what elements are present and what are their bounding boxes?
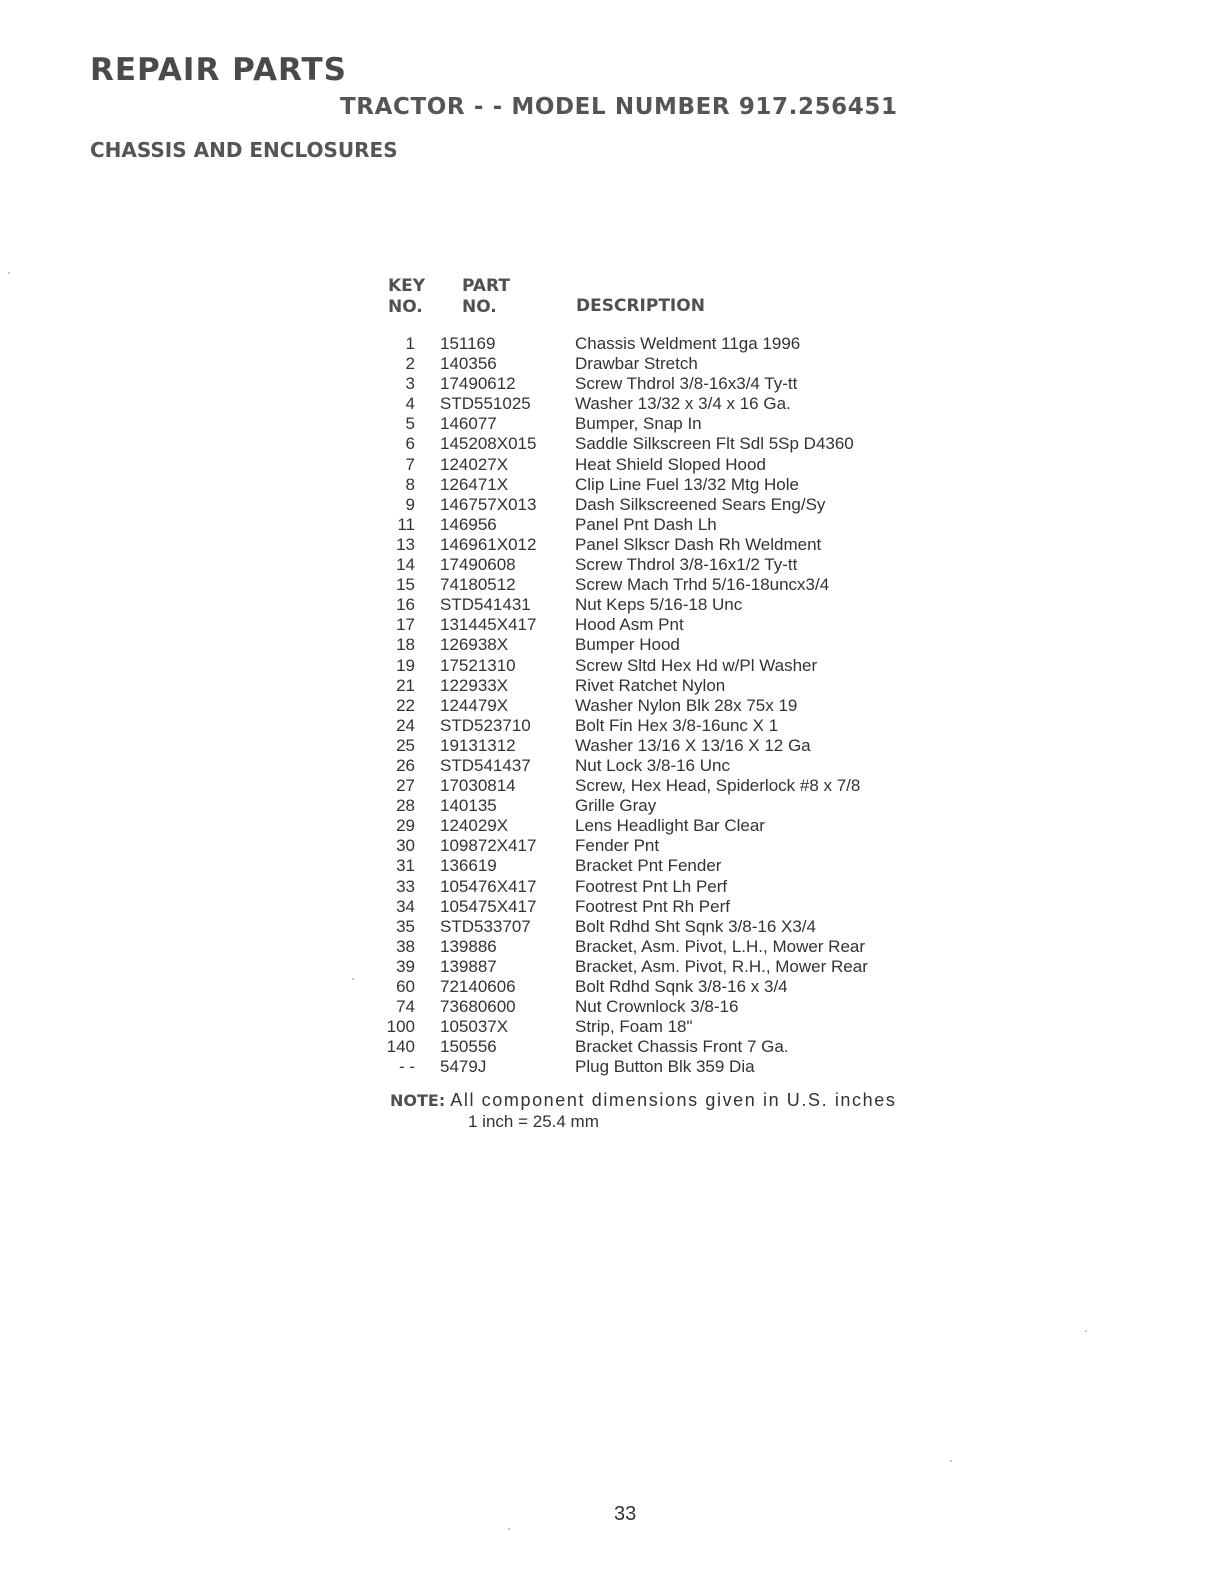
part-no-cell: STD533707 [440, 916, 531, 936]
description-cell: Bolt Fin Hex 3/8-16unc X 1 [575, 715, 779, 735]
description-cell: Screw Sltd Hex Hd w/Pl Washer [575, 655, 818, 675]
table-row [385, 897, 1005, 917]
table-row [385, 957, 1005, 977]
scan-speck [1085, 1330, 1087, 1332]
key-no-cell: 25 [396, 735, 415, 755]
key-no-cell: 100 [386, 1017, 415, 1037]
table-row [385, 696, 1005, 716]
part-no-cell: 139886 [440, 936, 497, 956]
key-no-cell: 19 [396, 655, 415, 675]
parts-table [385, 334, 1005, 1077]
part-no-cell: 105476X417 [440, 876, 537, 896]
key-no-cell: 28 [396, 796, 415, 816]
part-no-cell: 124029X [440, 816, 509, 836]
table-row [385, 374, 1005, 394]
key-no-cell: 2 [405, 354, 415, 374]
part-no-cell: 126938X [440, 635, 509, 655]
part-no-cell: 136619 [440, 856, 497, 876]
note-text: All component dimensions given in U.S. inches [450, 1090, 897, 1110]
description-cell: Dash Silkscreened Sears Eng/Sy [575, 494, 826, 514]
description-cell: Bracket, Asm. Pivot, L.H., Mower Rear [575, 936, 866, 956]
key-no-cell: 8 [405, 474, 415, 494]
table-row [385, 394, 1005, 414]
key-no-cell: 16 [396, 595, 415, 615]
description-cell: Screw Mach Trhd 5/16-18uncx3/4 [575, 575, 830, 595]
key-no-cell: 33 [396, 876, 415, 896]
part-no-cell: 124027X [440, 454, 509, 474]
part-no-cell: 105475X417 [440, 896, 537, 916]
table-row [385, 595, 1005, 615]
part-no-cell: 140356 [440, 354, 497, 374]
part-no-cell: 5479J [440, 1057, 487, 1077]
table-row [385, 836, 1005, 856]
part-no-cell: 74180512 [440, 575, 516, 595]
description-cell: Footrest Pnt Rh Perf [575, 896, 730, 916]
table-row [385, 997, 1005, 1017]
table-row [385, 575, 1005, 595]
scan-speck [508, 1528, 510, 1530]
table-row [385, 856, 1005, 876]
description-cell: Nut Crownlock 3/8-16 [575, 997, 739, 1017]
part-no-cell: 145208X015 [440, 434, 537, 454]
key-no-cell: 24 [396, 715, 415, 735]
description-cell: Bracket Chassis Front 7 Ga. [575, 1037, 789, 1057]
table-row [385, 937, 1005, 957]
description-cell: Saddle Silkscreen Flt Sdl 5Sp D4360 [575, 434, 854, 454]
table-row [385, 495, 1005, 515]
part-no-header [462, 276, 510, 318]
model-number-title: TRACTOR - - MODEL NUMBER 917.256451 [340, 94, 898, 120]
key-no-cell: 1 [405, 334, 415, 353]
key-no-cell: 39 [396, 956, 415, 976]
key-no-cell: 17 [396, 615, 415, 635]
part-no-cell: 139887 [440, 956, 497, 976]
description-cell: Nut Keps 5/16-18 Unc [575, 595, 743, 615]
key-no-cell: 6 [405, 434, 415, 454]
table-row [385, 917, 1005, 937]
description-cell: Bumper Hood [575, 635, 680, 655]
part-no-cell: 146757X013 [440, 494, 537, 514]
description-cell: Drawbar Stretch [575, 354, 698, 374]
part-no-cell: 17521310 [440, 655, 516, 675]
key-no-cell: - - [398, 1057, 415, 1077]
key-no-cell: 14 [396, 555, 415, 575]
part-no-cell: 131445X417 [440, 615, 537, 635]
key-no-cell: 38 [396, 936, 415, 956]
part-no-cell: STD523710 [440, 715, 531, 735]
key-no-cell: 11 [397, 514, 415, 534]
key-no-cell: 30 [396, 836, 415, 856]
key-no-cell: 74 [396, 997, 415, 1017]
description-cell: Strip, Foam 18" [575, 1017, 693, 1037]
part-no-cell: 122933X [440, 675, 509, 695]
description-cell: Screw Thdrol 3/8-16x3/4 Ty-tt [575, 374, 798, 394]
part-no-cell: 19131312 [440, 735, 516, 755]
description-cell: Nut Lock 3/8-16 Unc [575, 755, 730, 775]
part-header-line2: NO. [462, 297, 497, 317]
key-no-cell: 26 [396, 755, 415, 775]
table-row [385, 1037, 1005, 1057]
key-header-line2: NO. [388, 297, 423, 317]
table-row [385, 414, 1005, 434]
description-cell: Clip Line Fuel 13/32 Mtg Hole [575, 474, 799, 494]
part-no-cell: STD541431 [440, 595, 531, 615]
table-row [385, 716, 1005, 736]
table-row [385, 334, 1005, 354]
part-no-cell: 146956 [440, 514, 497, 534]
part-no-cell: 146077 [440, 414, 497, 434]
table-row [385, 816, 1005, 836]
table-row [385, 535, 1005, 555]
description-cell: Panel Pnt Dash Lh [575, 514, 717, 534]
key-no-cell: 27 [396, 776, 415, 796]
page-number: 33 [614, 1503, 637, 1525]
part-no-cell: 150556 [440, 1037, 497, 1057]
description-cell: Washer 13/32 x 3/4 x 16 Ga. [575, 394, 791, 414]
description-cell: Panel Slkscr Dash Rh Weldment [575, 534, 822, 554]
key-no-cell: 60 [396, 977, 415, 996]
part-no-cell: 124479X [440, 695, 509, 715]
description-cell: Rivet Ratchet Nylon [575, 675, 726, 695]
table-row [385, 676, 1005, 696]
description-cell: Washer 13/16 X 13/16 X 12 Ga [575, 735, 811, 755]
key-no-cell: 4 [405, 394, 415, 414]
part-no-cell: 126471X [440, 474, 509, 494]
section-title: CHASSIS AND ENCLOSURES [90, 138, 398, 162]
scan-speck [950, 1460, 952, 1462]
description-cell: Hood Asm Pnt [575, 615, 684, 635]
table-row [385, 977, 1005, 997]
table-row [385, 475, 1005, 495]
key-no-cell: 35 [396, 916, 415, 936]
table-row [385, 877, 1005, 897]
description-header: DESCRIPTION [576, 296, 705, 316]
table-row [385, 555, 1005, 575]
part-no-cell: STD541437 [440, 755, 531, 775]
table-row [385, 656, 1005, 676]
description-cell: Bracket Pnt Fender [575, 856, 722, 876]
description-cell: Fender Pnt [575, 836, 660, 856]
key-no-cell: 7 [405, 454, 415, 474]
table-row [385, 736, 1005, 756]
description-cell: Heat Shield Sloped Hood [575, 454, 766, 474]
table-row [385, 354, 1005, 374]
description-cell: Plug Button Blk 359 Dia [575, 1057, 755, 1077]
key-no-header [388, 276, 425, 318]
table-row [385, 515, 1005, 535]
key-no-cell: 22 [396, 695, 415, 715]
table-row [385, 756, 1005, 776]
dimension-note [390, 1090, 897, 1131]
note-label: NOTE: [390, 1091, 446, 1110]
description-cell: Screw, Hex Head, Spiderlock #8 x 7/8 [575, 776, 861, 796]
key-no-cell: 18 [396, 635, 415, 655]
table-row [385, 615, 1005, 635]
part-no-cell: 146961X012 [440, 534, 537, 554]
part-no-cell: 140135 [440, 796, 497, 816]
part-header-line1: PART [462, 276, 510, 296]
key-no-cell: 31 [396, 856, 415, 876]
part-no-cell: 72140606 [440, 977, 516, 996]
part-no-cell: 109872X417 [440, 836, 537, 856]
table-row [385, 796, 1005, 816]
description-cell: Bolt Rdhd Sht Sqnk 3/8-16 X3/4 [575, 916, 816, 936]
description-cell: Grille Gray [575, 796, 657, 816]
description-cell: Footrest Pnt Lh Perf [575, 876, 728, 896]
part-no-cell: 151169 [440, 334, 496, 353]
key-no-cell: 5 [405, 414, 415, 434]
table-row [385, 635, 1005, 655]
description-cell: Bumper, Snap In [575, 414, 702, 434]
key-no-cell: 29 [396, 816, 415, 836]
description-cell: Washer Nylon Blk 28x 75x 19 [575, 695, 798, 715]
part-no-cell: 17490608 [440, 555, 516, 575]
scan-speck [8, 272, 10, 274]
description-cell: Bracket, Asm. Pivot, R.H., Mower Rear [575, 956, 868, 976]
unit-conversion: 1 inch = 25.4 mm [468, 1112, 599, 1131]
table-row [385, 455, 1005, 475]
key-no-cell: 15 [396, 575, 415, 595]
key-header-line1: KEY [388, 276, 426, 296]
part-no-cell: 17030814 [440, 776, 516, 796]
description-cell: Chassis Weldment 11ga 1996 [575, 334, 801, 353]
part-no-cell: 73680600 [440, 997, 516, 1017]
part-no-cell: STD551025 [440, 394, 531, 414]
table-row [385, 1057, 1005, 1077]
key-no-cell: 140 [386, 1037, 415, 1057]
page-title: REPAIR PARTS [90, 52, 347, 88]
part-no-cell: 105037X [440, 1017, 509, 1037]
part-no-cell: 17490612 [440, 374, 516, 394]
key-no-cell: 9 [405, 494, 415, 514]
table-row [385, 434, 1005, 454]
scan-speck [352, 978, 354, 980]
key-no-cell: 3 [405, 374, 415, 394]
table-row [385, 776, 1005, 796]
description-cell: Lens Headlight Bar Clear [575, 816, 765, 836]
key-no-cell: 13 [396, 534, 415, 554]
description-cell: Screw Thdrol 3/8-16x1/2 Ty-tt [575, 555, 798, 575]
key-no-cell: 34 [396, 896, 415, 916]
key-no-cell: 21 [396, 675, 415, 695]
table-row [385, 1017, 1005, 1037]
description-cell: Bolt Rdhd Sqnk 3/8-16 x 3/4 [575, 977, 788, 996]
